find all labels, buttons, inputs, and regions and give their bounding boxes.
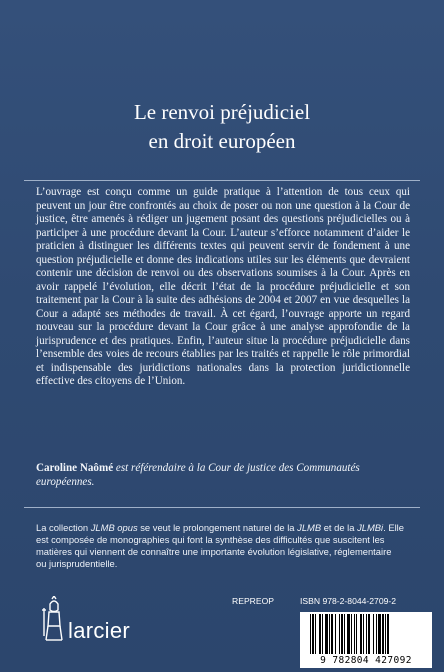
collection-text-4: . Elle est composée de monographies qui font la synthèse des difficultés que suscitent les matières qui viennent de connaître une importante évolution législative, réglementaire ou jurisprudentielle. [36, 522, 404, 569]
collection-jlmb: JLMB [297, 522, 322, 533]
barcode-bar [356, 614, 357, 654]
barcode-bar [373, 614, 374, 654]
barcode-bar [376, 614, 377, 654]
barcode-bar [368, 614, 370, 654]
barcode-bar [335, 614, 336, 654]
barcode [300, 612, 432, 668]
barcode-bar [329, 614, 330, 654]
barcode-bar [341, 614, 343, 654]
barcode-bar [387, 614, 389, 654]
barcode-bar [319, 614, 321, 654]
reference-code: REPREOP [232, 596, 275, 606]
title-line-1: Le renvoi préjudiciel [133, 100, 311, 124]
barcode-bar [382, 614, 384, 654]
collection-text-1: La collection [36, 522, 91, 533]
publisher-name: larcier [68, 618, 130, 643]
barcode-bar [310, 614, 311, 654]
barcode-bar [366, 614, 367, 654]
collection-text-2: se veut le prolongement naturel de la [137, 522, 298, 533]
barcode-bar [331, 614, 333, 654]
barcode-bar [315, 614, 316, 654]
collection-opus: JLMB opus [90, 522, 138, 533]
barcode-bars [308, 614, 424, 654]
barcode-digits: 9 782804 427092 [320, 655, 412, 666]
barcode-bar [339, 614, 340, 654]
author-note [36, 462, 410, 489]
barcode-bar [325, 614, 328, 654]
barcode-bar [347, 614, 350, 654]
barcode-bar [385, 614, 386, 654]
barcode-bar [354, 614, 355, 654]
barcode-bar [360, 614, 362, 654]
title-line-2: en droit européen [148, 129, 296, 153]
collection-jlmbi: JLMBi [357, 522, 384, 533]
barcode-bar [344, 614, 345, 654]
knight-icon [40, 596, 68, 644]
description-text: L’ouvrage est conçu comme un guide pratique à l’attention de tous ceux qui peuvent un jour être confrontés au choix de poser ou non une question à la Cour de justice, être amenés à rédiger un jugement posant des questions préjudicielles ou à participer à une procédure devant la Cour. L’auteur s’efforce notamment d’aider le praticien à distinguer les différents textes qui peuvent servir de fondement à une question préjudicielle et donne des indications utiles sur les éléments que devraient contenir une décision de renvoi ou des observations soumises à la Cour. Après en avoir rappelé l’évolution, elle décrit l’état de la procédure préjudicielle et son traitement par la Cour à la suite des adhésions de 2004 et 2007 en vue desquelles la Cour a adapté ses méthodes de travail. À cet égard, l’ouvrage apporte un regard nouveau sur la procédure devant la Cour grâce à une analyse approfondie de la jurisprudence et des pratiques. Enfin, l’auteur situe la procédure préjudicielle dans l’ensemble des voies de recours établies par les traités et rappelle le rôle primordial et indispensable des juridictions nationales dans la protection juridictionnelle effective des citoyens de l’Union. [36, 186, 410, 387]
barcode-bar [363, 614, 364, 654]
barcode-bar [312, 614, 314, 654]
barcode-bar [322, 614, 323, 654]
book-title [70, 98, 374, 156]
collection-text-3: et de la [321, 522, 358, 533]
isbn-number: ISBN 978-2-8044-2709-2 [300, 596, 397, 606]
collection-note [36, 522, 404, 570]
author-role: est référendaire à la Cour de justice des Communautés européennes. [36, 462, 360, 488]
divider-top [24, 180, 420, 181]
barcode-bar [351, 614, 352, 654]
barcode-bar [378, 614, 381, 654]
author-name: Caroline Naômé [36, 462, 114, 474]
divider-bottom [24, 507, 420, 508]
publisher-logo [40, 592, 160, 652]
